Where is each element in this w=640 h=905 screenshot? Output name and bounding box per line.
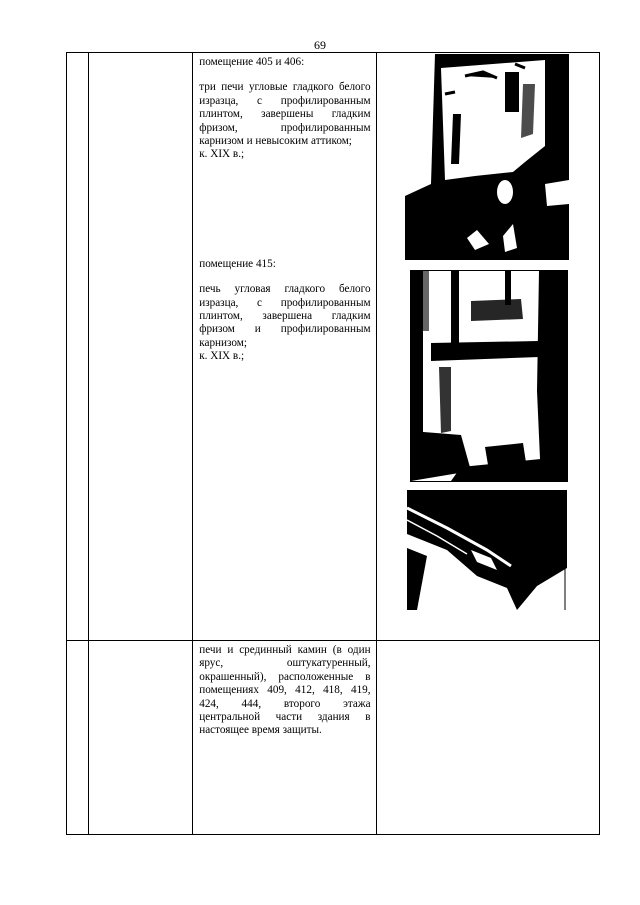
stove-cornice-detail-photo bbox=[407, 490, 567, 610]
row-number-cell bbox=[67, 53, 89, 641]
description-cell bbox=[193, 641, 376, 835]
description-cell bbox=[193, 53, 376, 641]
dating-415: к. XIX в.; bbox=[199, 350, 245, 363]
page-number: 69 bbox=[314, 38, 326, 52]
photo-cell bbox=[376, 641, 599, 835]
room-heading-415: помещение 415: bbox=[199, 257, 276, 270]
stove-photo-room-415 bbox=[410, 270, 568, 482]
stoves-fireplace-description: печи и срединный камин (в один ярус, оштукатуренный, окрашенный), расположенные в помещениях 409, 412, 418, 419, 424, 444, второго этажа центральной части здания в настоящее время защиты. bbox=[199, 644, 371, 737]
room-heading-405-406: помещение 405 и 406: bbox=[199, 56, 305, 68]
table-row bbox=[67, 641, 600, 835]
row-number-cell bbox=[67, 641, 89, 835]
name-cell bbox=[89, 53, 193, 641]
name-cell bbox=[89, 641, 193, 835]
dating-405-406: к. XIX в.; bbox=[199, 148, 245, 161]
stove-description-405-406: три печи угловые гладкого белого изразца, с профилированным плинтом, завершены гладким фризом, профилированным карнизом и невысоким аттиком; bbox=[199, 81, 371, 148]
stove-description-415: печь угловая гладкого белого изразца, с профилированным плинтом, завершена гладким фризом и профилированным карнизом; bbox=[199, 283, 371, 349]
stove-photo-rooms-405-406 bbox=[405, 54, 569, 260]
